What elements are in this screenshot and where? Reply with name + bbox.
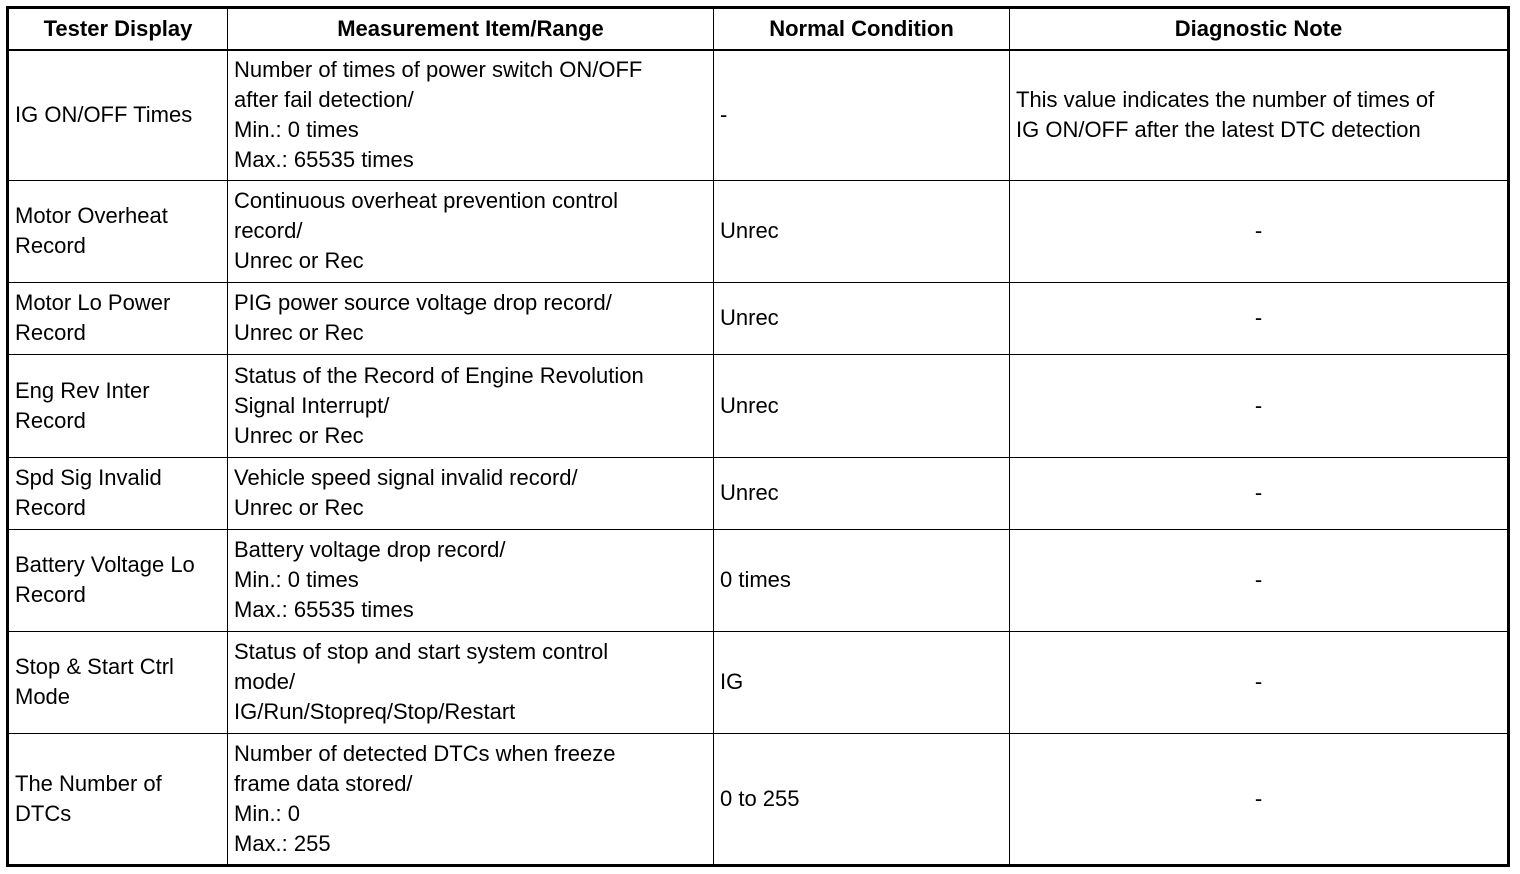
measurement-cell-line: Continuous overheat prevention control <box>234 188 619 213</box>
header-row <box>8 8 1509 51</box>
table-row <box>8 529 1509 631</box>
measurement-cell-line: Max.: 65535 times <box>234 597 414 622</box>
tester-display-cell-line: Record <box>15 233 86 258</box>
diagnostic-note-cell-line: - <box>1254 305 1263 330</box>
measurement-cell-line: Signal Interrupt/ <box>234 392 390 418</box>
table-row <box>8 50 1509 180</box>
tester-display-cell-line: Motor Overheat <box>15 203 168 228</box>
measurement-cell-line: IG/Run/Stopreq/Stop/Restart <box>234 699 516 724</box>
measurement-cell-line: Battery voltage drop record/ <box>234 537 506 562</box>
diagnostic-note-cell-line: - <box>1254 785 1263 811</box>
measurement-cell-line: mode/ <box>234 669 296 694</box>
tester-display-cell <box>8 282 228 354</box>
tester-display-cell <box>8 354 228 457</box>
diagnostic-note-cell <box>1010 354 1509 457</box>
table-row <box>8 457 1509 529</box>
measurement-cell-line: Unrec or Rec <box>234 422 364 448</box>
normal-condition-cell: - <box>714 50 1010 180</box>
measurement-cell <box>228 733 714 865</box>
table-row <box>8 282 1509 354</box>
table-row <box>8 180 1509 282</box>
measurement-cell <box>228 50 714 180</box>
tester-display-cell-line: Record <box>15 582 86 607</box>
table-row <box>8 733 1509 865</box>
table-body <box>8 50 1509 865</box>
measurement-cell-line: Min.: 0 <box>234 800 301 826</box>
normal-condition-cell: 0 times <box>714 529 1010 631</box>
header-normal-condition: Normal Condition <box>714 8 1010 51</box>
header-measurement-item-range: Measurement Item/Range <box>228 8 714 51</box>
measurement-cell-line: Min.: 0 times <box>234 567 359 592</box>
diagnostic-note-cell-line: - <box>1254 480 1263 505</box>
tester-display-cell <box>8 733 228 865</box>
tester-display-cell-line: Spd Sig Invalid <box>15 465 162 490</box>
measurement-cell <box>228 282 714 354</box>
tester-display-cell <box>8 631 228 733</box>
normal-condition-cell: IG <box>714 631 1010 733</box>
tester-display-cell-line: Record <box>15 495 86 520</box>
tester-display-cell <box>8 457 228 529</box>
measurement-cell-line: Unrec or Rec <box>234 320 364 345</box>
header-tester-display: Tester Display <box>8 8 228 51</box>
data-list-table <box>6 6 1510 867</box>
normal-condition-cell: 0 to 255 <box>714 733 1010 865</box>
normal-condition-cell: Unrec <box>714 282 1010 354</box>
measurement-cell <box>228 354 714 457</box>
measurement-cell <box>228 529 714 631</box>
measurement-cell-line: Vehicle speed signal invalid record/ <box>234 465 578 490</box>
measurement-cell-line: frame data stored/ <box>234 770 413 796</box>
tester-display-cell-line: The Number of <box>15 770 162 796</box>
tester-display-cell-line: Record <box>15 320 86 345</box>
measurement-cell-line: Unrec or Rec <box>234 495 364 520</box>
table-row <box>8 631 1509 733</box>
diagnostic-note-cell-line: - <box>1254 567 1263 592</box>
tester-display-cell-line: Motor Lo Power <box>15 290 171 315</box>
diagnostic-note-cell <box>1010 180 1509 282</box>
measurement-cell-line: Status of stop and start system control <box>234 639 609 664</box>
measurement-cell-line: PIG power source voltage drop record/ <box>234 290 612 315</box>
measurement-cell <box>228 631 714 733</box>
table-header <box>8 8 1509 51</box>
measurement-cell-line: Max.: 255 <box>234 830 331 856</box>
tester-display-cell-line: Record <box>15 407 86 433</box>
diagnostic-note-cell <box>1010 529 1509 631</box>
diagnostic-note-cell <box>1010 631 1509 733</box>
tester-display-cell-line: DTCs <box>15 800 72 826</box>
measurement-cell-line: Min.: 0 times <box>234 117 359 143</box>
normal-condition-cell: Unrec <box>714 180 1010 282</box>
diagnostic-note-cell-line: - <box>1254 218 1263 243</box>
diagnostic-note-cell <box>1010 457 1509 529</box>
tester-display-cell <box>8 180 228 282</box>
tester-display-cell-line: IG ON/OFF Times <box>15 102 193 128</box>
normal-condition-cell: Unrec <box>714 354 1010 457</box>
measurement-cell-line: Number of times of power switch ON/OFF <box>234 57 643 83</box>
tester-display-cell-line: Battery Voltage Lo <box>15 552 195 577</box>
table-row <box>8 354 1509 457</box>
measurement-cell-line: Status of the Record of Engine Revolution <box>234 362 644 388</box>
measurement-cell-line: Number of detected DTCs when freeze <box>234 740 616 766</box>
tester-display-cell-line: Mode <box>15 684 71 709</box>
normal-condition-cell: Unrec <box>714 457 1010 529</box>
diagnostic-note-cell-line: - <box>1254 669 1263 694</box>
header-diagnostic-note: Diagnostic Note <box>1010 8 1509 51</box>
diagnostic-note-cell-line: IG ON/OFF after the latest DTC detection <box>1016 117 1421 143</box>
diagnostic-note-cell-line: - <box>1254 392 1263 418</box>
diagnostic-note-cell <box>1010 50 1509 180</box>
measurement-cell <box>228 180 714 282</box>
diagnostic-note-cell <box>1010 282 1509 354</box>
diagnostic-note-cell-line: This value indicates the number of times of <box>1016 87 1435 113</box>
measurement-cell <box>228 457 714 529</box>
tester-display-cell <box>8 50 228 180</box>
tester-display-cell-line: Stop & Start Ctrl <box>15 654 174 679</box>
measurement-cell-line: Max.: 65535 times <box>234 147 414 173</box>
tester-display-cell-line: Eng Rev Inter <box>15 377 150 403</box>
measurement-cell-line: Unrec or Rec <box>234 248 364 273</box>
measurement-cell-line: record/ <box>234 218 303 243</box>
tester-display-cell <box>8 529 228 631</box>
measurement-cell-line: after fail detection/ <box>234 87 414 113</box>
diagnostic-note-cell <box>1010 733 1509 865</box>
